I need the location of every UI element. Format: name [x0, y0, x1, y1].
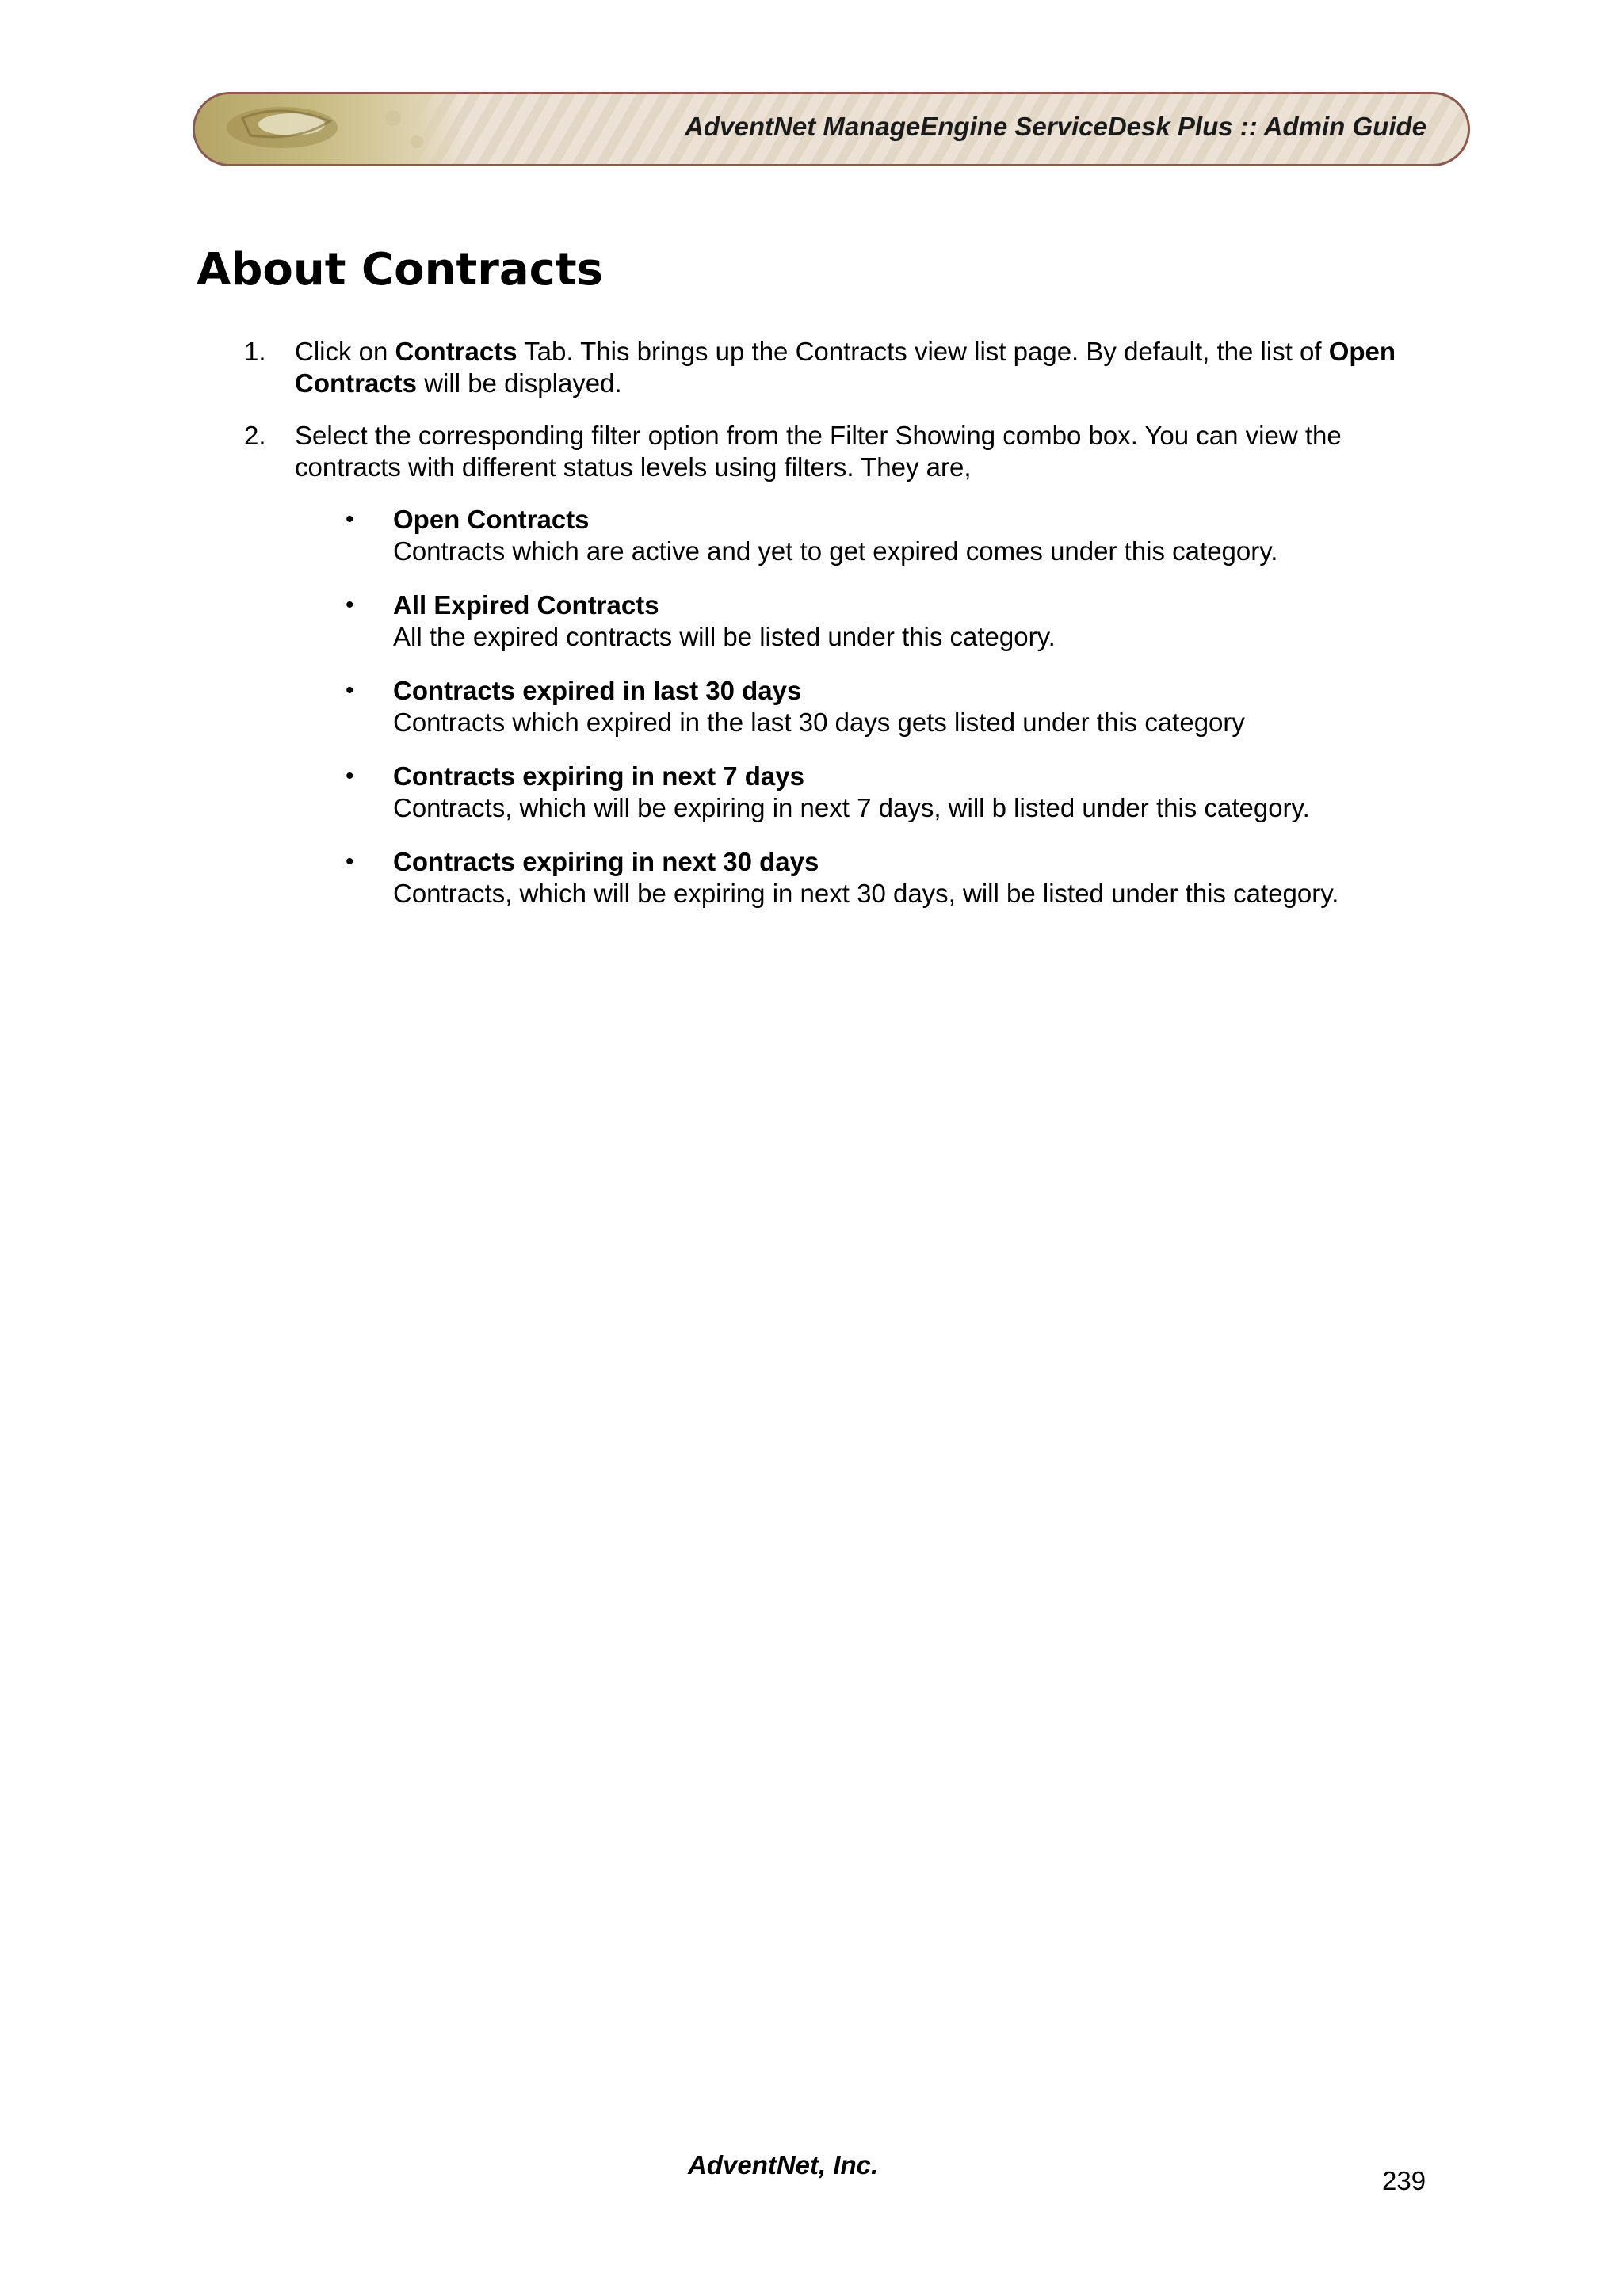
filter-option-title: Open Contracts — [393, 505, 590, 534]
filter-option-item — [342, 504, 1433, 567]
filter-option-title: Contracts expiring in next 7 days — [393, 761, 804, 791]
filter-option-description: Contracts, which will be expiring in next 7 days, will b listed under this category. — [393, 793, 1310, 822]
step-text-bold-part: Contracts — [395, 337, 517, 366]
bullet-icon: • — [346, 506, 354, 532]
bullet-icon: • — [346, 677, 354, 704]
step-text — [295, 420, 1433, 483]
filter-option-item — [342, 589, 1433, 653]
filter-option-title: Contracts expiring in next 30 days — [393, 847, 819, 876]
step-text-part: will be displayed. — [417, 368, 622, 398]
filter-option-description: All the expired contracts will be listed under this category. — [393, 622, 1056, 651]
step-text-part: Click on — [295, 337, 395, 366]
step-text-bold-part: Open Contracts — [295, 337, 1396, 398]
banner-decoration-image — [195, 94, 464, 164]
filter-option-description: Contracts which are active and yet to get expired comes under this category. — [393, 536, 1278, 566]
footer-company: AdventNet, Inc. — [688, 2150, 879, 2180]
step-number: 1. — [244, 337, 266, 366]
header-title: AdventNet ManageEngine ServiceDesk Plus :: Admin Guide — [685, 112, 1426, 141]
filter-option-item — [342, 761, 1433, 824]
header-banner — [193, 92, 1470, 166]
page-title: About Contracts — [197, 244, 603, 296]
filter-option-item — [342, 675, 1433, 738]
step-number: 2. — [244, 421, 266, 450]
bullet-icon: • — [346, 763, 354, 789]
step-item — [244, 420, 1433, 910]
bullet-icon: • — [346, 592, 354, 618]
step-text-part: Tab. This brings up the Contracts view list page. By default, the list of — [517, 337, 1329, 366]
step-text-part: Select the corresponding filter option from the Filter Showing combo box. You can view the contracts with different status levels using filters. They are, — [295, 421, 1342, 482]
filter-option-item — [342, 846, 1433, 910]
step-text — [295, 336, 1433, 399]
filter-option-description: Contracts, which will be expiring in next 30 days, will be listed under this category. — [393, 879, 1339, 908]
page-number: 239 — [1382, 2166, 1426, 2195]
bullet-icon: • — [346, 849, 354, 875]
filter-option-title: Contracts expired in last 30 days — [393, 676, 802, 705]
filter-option-description: Contracts which expired in the last 30 days gets listed under this category — [393, 707, 1245, 737]
filter-option-title: All Expired Contracts — [393, 590, 659, 620]
step-item — [244, 336, 1433, 399]
filter-options-list — [295, 504, 1433, 910]
steps-list — [244, 336, 1433, 932]
